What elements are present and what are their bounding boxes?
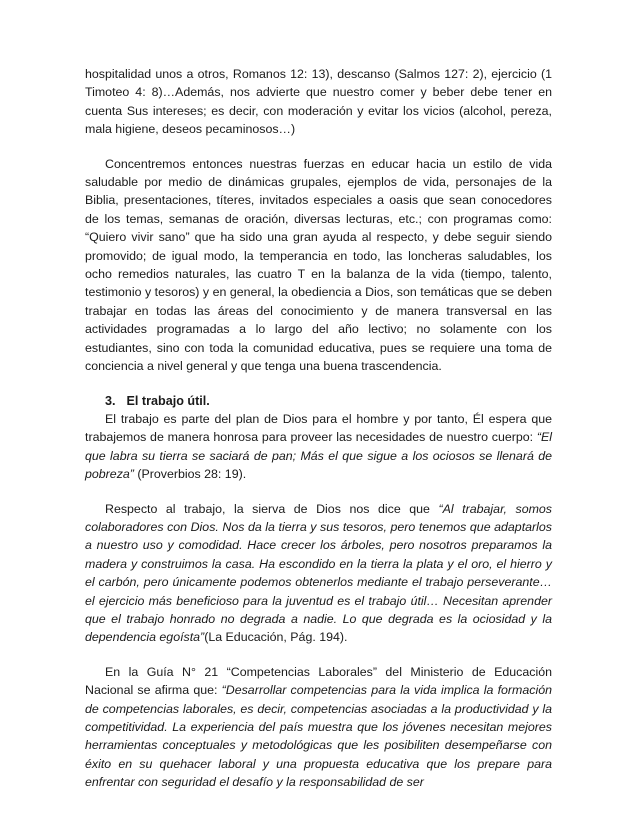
section-heading — [85, 392, 552, 410]
proverbs-quote: “El que labra su tierra se saciará de pan; Más el que sigue a los ociosos se llenará de pobreza” — [85, 430, 552, 482]
paragraph-2: Concentremos entonces nuestras fuerzas en educar hacia un estilo de vida saludable por medio de dinámicas grupales, ejemplos de vida, personajes de la Biblia, presentaciones, títeres, invitados especiales a oasis que sean conocedores de los temas, semanas de oración, diversas lecturas, etc.; con programas como: “Quiero vivir sano” que ha sido una gran ayuda al respecto, y debe seguir siendo promovido; de igual modo, la temperancia en todo, las loncheras saludables, los ocho remedios naturales, las cuatro T en la balanza de la vida (tiempo, talento, testimonio y tesoros) y en general, la obediencia a Dios, son temáticas que se deben trabajar en todas las áreas del conocimiento y de manera transversal en las actividades programadas a lo largo del año lectivo; no solamente con los estudiantes, sino con toda la comunidad educativa, pues se requiere una toma de conciencia a nivel general y que tenga una buena trascendencia. — [85, 156, 552, 374]
education-quote: “Al trabajar, somos colaboradores con Dios. Nos da la tierra y sus tesoros, pero tenemos que adaptarlos a nuestro uso y comodidad. Hace crecer los árboles, pero nosotros preparamos la madera y construimos la casa. Ha escondido en la tierra la plata y el oro, el hierro y el carbón, pero únicamente podemos obtenerlos mediante el trabajo perseverante… el ejercicio más beneficioso para la juventud es el trabajo útil… Necesitan aprender que el trabajo honrado no degrada a nadie. Lo que degrada es la ociosidad y la dependencia egoísta” — [85, 501, 552, 645]
paragraph-4-text: Respecto al trabajo, la sierva de Dios nos dice que — [105, 501, 439, 516]
ministry-quote: “Desarrollar competencias para la vida implica la formación de competencias laborales, es decir, competencias asociadas a la productividad y la competitividad. La experiencia del país muestra que los jóvenes necesitan mejores herramientas conceptuales y metodológicas que les posibiliten desempeñarse con éxito en su quehacer laboral y una propuesta educativa que los prepare para enfrentar con seguridad el desafío y la responsabilidad de ser — [85, 683, 552, 790]
heading-text: El trabajo útil. — [126, 393, 210, 408]
proverbs-reference: (Proverbios 28: 19). — [133, 467, 247, 482]
paragraph-3 — [85, 410, 552, 484]
paragraph-4 — [85, 500, 552, 647]
education-reference: (La Educación, Pág. 194). — [204, 630, 348, 645]
heading-number: 3. — [105, 393, 116, 408]
paragraph-5 — [85, 663, 552, 792]
paragraph-5-text: En la Guía N° 21 “Competencias Laborales” del Ministerio de Educación Nacional se afirma que: — [85, 664, 552, 698]
body-text — [85, 65, 552, 792]
paragraph-1: hospitalidad unos a otros, Romanos 12: 13), descanso (Salmos 127: 2), ejercicio (1 Timoteo 4: 8)…Además, nos advierte que nuestro comer y beber debe tener en cuenta Sus intereses; es decir, con moderación y evitar los vicios (alcohol, pereza, mala higiene, deseos pecaminosos…) — [85, 67, 552, 137]
paragraph-3-text: El trabajo es parte del plan de Dios para el hombre y por tanto, Él espera que trabajemos de manera honrosa para proveer las necesidades de nuestro cuerpo: — [85, 411, 552, 445]
